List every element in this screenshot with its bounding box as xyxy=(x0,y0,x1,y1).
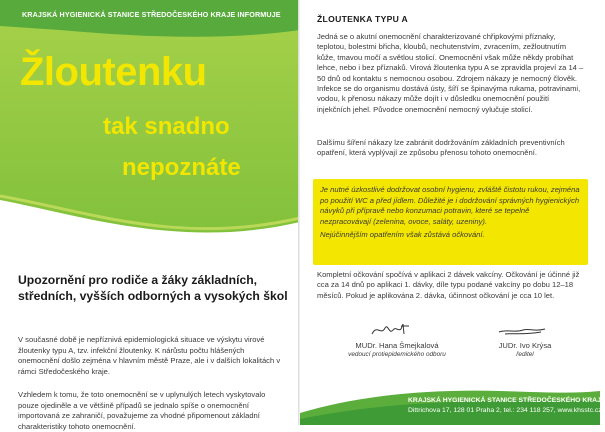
signature-2-role: ředitel xyxy=(516,351,534,358)
footer-org-name: KRAJSKÁ HYGIENICKÁ STANICE STŘEDOČESKÉHO KRAJE xyxy=(408,397,605,404)
footer-band xyxy=(300,385,605,425)
right-paragraph-2: Dalšímu šíření nákazy lze zabránit dodržováním základních preventivních opatření, která vyplývají ze způsobu přenosu tohoto onemocnění. xyxy=(317,138,565,158)
signature-2-name: JUDr. Ivo Krýsa xyxy=(498,341,552,350)
signature-1-role: vedoucí protiepidemického odboru xyxy=(348,351,446,358)
kicker-text: KRAJSKÁ HYGIENICKÁ STANICE STŘEDOČESKÉHO KRAJE INFORMUJE xyxy=(22,10,281,19)
title-line-1: Žloutenku xyxy=(20,50,207,94)
signature-1-icon xyxy=(367,320,427,340)
signature-block-2 xyxy=(470,320,580,359)
left-paragraph-1: V současné době je nepříznivá epidemiologická situace ve výskytu virové žloutenky typu A, tzv. infekční žloutenky. K nárůstu počtu hlášených onemocnění došlo zejména v hlavním městě Praze, ale i v dalších lokalitách v rámci Středočeského kraje. xyxy=(18,335,281,376)
footer-contact: Dittrichova 17, 128 01 Praha 2, tel.: 234 118 257, www.khsstc.cz xyxy=(408,407,602,414)
signature-2-icon xyxy=(495,320,555,340)
hygiene-note-box xyxy=(313,179,588,265)
signature-block-1 xyxy=(342,320,452,359)
signature-1-name: MUDr. Hana Šmejkalová xyxy=(355,341,439,350)
right-paragraph-1: Jedná se o akutní onemocnění charakterizované chřipkovými příznaky, teplotou, bolestmi břicha, kloubů, nechutenstvím, zvracením, zežloutnutím kůže, tmavou močí a světlou stolicí. Onemocnění však může někdy probíhat lehce, nebo i bez příznaků. Virová žloutenka typu A se zpravidla projeví za 14 – 50 dnů od kontaktu s nemocnou osobou. Zdrojem nákazy je nemocný člověk. Infekce se do organismu dostává ústy, šíří se špinavýma rukama, potravinami, vodou, k přenosu nákazy může dojít i v důsledku onemocnění použití injekčních jehel. Původce onemocnění nemocný vylučuje stolicí. xyxy=(317,32,584,114)
note-paragraph-2: Nejúčinnějším opatřením však zůstává očkování. xyxy=(320,230,485,240)
note-paragraph-1: Je nutné úzkostlivé dodržovat osobní hygienu, zvláště čistotu rukou, zejména po použití WC a před jídlem. Důležité je i dodržování správných hygienických návyků při přípravě nebo konzumaci potravin, které se tepelně nezpracovávají (zelenina, ovoce, saláty, uzeniny). xyxy=(320,185,580,226)
section-title: ŽLOUTENKA TYPU A xyxy=(317,14,409,24)
title-line-2: tak snadno xyxy=(103,113,230,140)
headline: Upozornění pro rodiče a žáky základních, středních, vyšších odborných a vysokých škol xyxy=(18,273,288,303)
footer-wave xyxy=(300,385,605,425)
title-line-3: nepoznáte xyxy=(122,154,241,181)
left-paragraph-2: Vzhledem k tomu, že toto onemocnění se v uplynulých letech vyskytovalo pouze ojediněle a ve většině případů se jednalo spíše o onemocnění importovaná ze zahraničí, považujeme za vhodné připomenout základní charakteristiky tohoto onemocnění. xyxy=(18,390,266,431)
vaccination-paragraph: Kompletní očkování spočívá v aplikaci 2 dávek vakcíny. Očkování je účinné již cca za 14 dnů po aplikaci 1. dávky, díle typu podané vakcíny po dobu 12–18 měsíců. Pokud je aplikována 2. dávka, účinnost očkování je cca 10 let. xyxy=(317,270,580,300)
left-page xyxy=(0,0,300,431)
